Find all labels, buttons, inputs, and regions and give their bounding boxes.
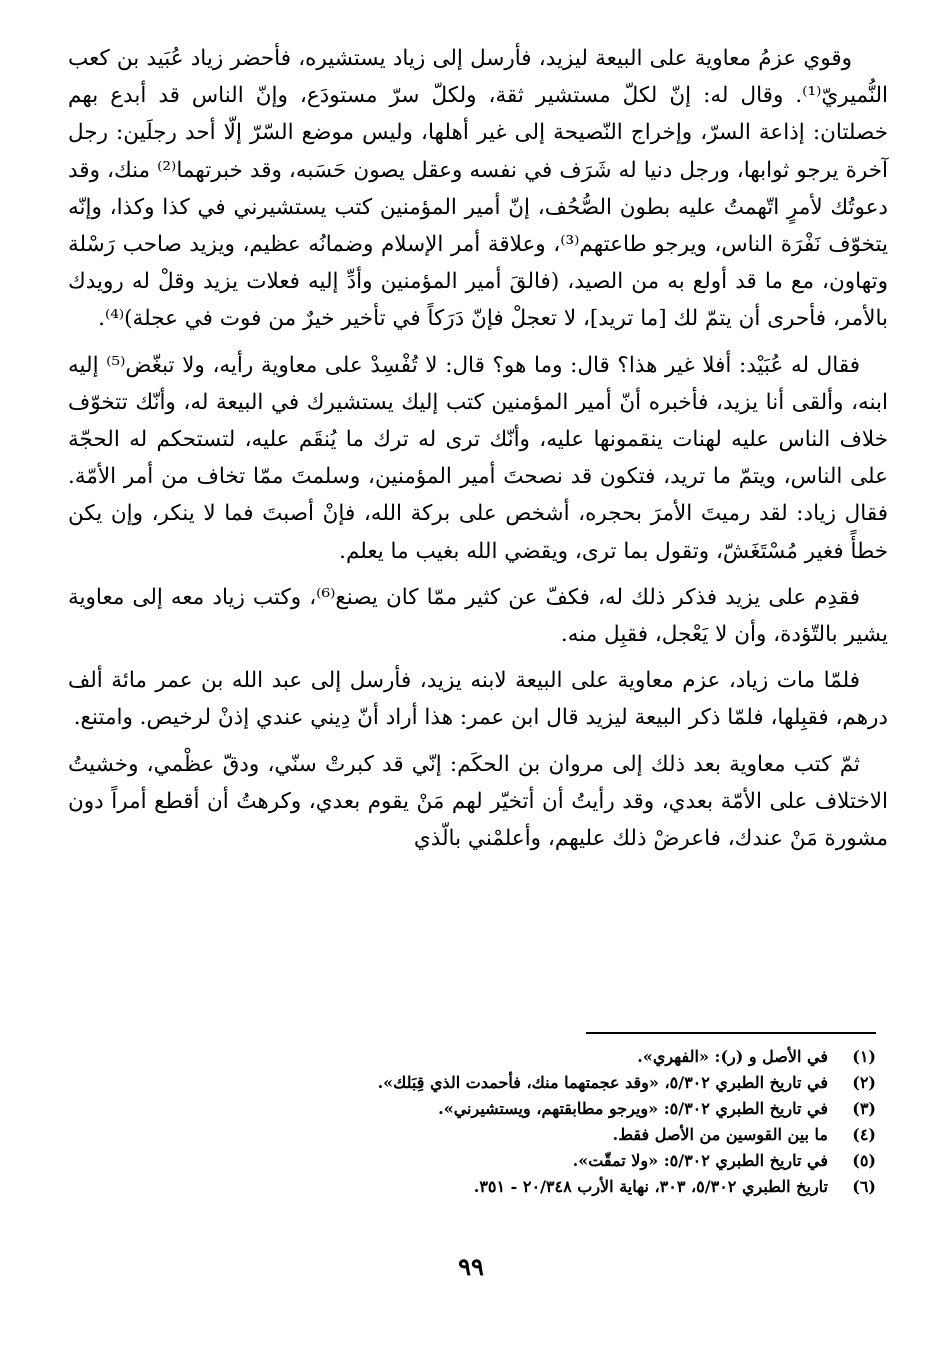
footnote-text: تاريخ الطبري ٥/٣٠٢، ٣٠٣، نهاية الأرب ٢٠/٣٤٨ - ٣٥١. bbox=[473, 1177, 828, 1196]
paragraph-5: ثمّ كتب معاوية بعد ذلك إلى مروان بن الحكَم: إنّي قد كبرتْ سنّي، ودقّ عظْمي، وخشيتُ الاختلاف على الأمّة بعدي، وقد رأيتُ أن أتخيّر لهم مَنْ يقوم بعدي، وكرهتُ أن أقطع أمراً دون مشورة مَنْ عندك، فاعرضْ ذلك عليهم، وأعلمْني بالّذي bbox=[68, 751, 888, 852]
footnote-6 bbox=[76, 1174, 876, 1200]
footnote-text: في تاريخ الطبري ٥/٣٠٢، «وقد عجمتهما منك، فأحمدت الذي قِبَلك». bbox=[377, 1073, 828, 1092]
footnote-text: في الأصل و (ر): «الفهري». bbox=[637, 1047, 828, 1066]
footnotes-list bbox=[76, 1044, 876, 1200]
page-number: ٩٩ bbox=[458, 1252, 484, 1281]
paragraph-1: وقوي عزمُ معاوية على البيعة ليزيد، فأرسل إلى زياد يستشيره، فأحضر زياد عُبَيد بن كعب النُّميريّ⁽¹⁾. وقال له: إنّ لكلّ مستشير ثقة، ولكلّ سرّ مستودَع، وإنّ الناس قد أبدع بهم خصلتان: إذاعة السرّ، وإخراج النّصيحة إلى غير أهلها، وليس موضع السّرّ إلّا أحد رجلَين: رجل آخرة يرجو ثوابها، ورجل دنيا له شَرَف في نفسه وعقل يصون حَسَبه، وقد خبرتهما⁽²⁾ منك، وقد دعوتُك لأمرٍ اتّهمتُ عليه بطون الصُّحُف، إنّ أمير المؤمنين كتب يستشيرني في كذا وكذا، وإنّه يتخوّف نَفْرَة الناس، ويرجو طاعتهم⁽³⁾، وعلاقة أمر الإسلام وضمانُه عظيم، ويزيد صاحب رَسْلة وتهاون، مع ما قد أولع به من الصيد، (فالقَ أمير المؤمنين وأدِّ إليه فعلات يزيد وقلْ له رويدك بالأمر، فأحرى أن يتمّ لك [ما تريد]، لا تعجلْ فإنّ دَرَكاً في تأخير خيرٌ من فوت في عجلة)⁽⁴⁾. bbox=[68, 46, 889, 332]
footnote-text: ما بين القوسين من الأصل فقط. bbox=[612, 1125, 828, 1144]
paragraph-4: فلمّا مات زياد، عزم معاوية على البيعة لابنه يزيد، فأرسل إلى عبد الله بن عمر مائة ألف درهم، فقبِلها، فلمّا ذكر البيعة ليزيد قال ابن عمر: هذا أراد أنّ دِيني عندي إذنْ لرخيص. وامتنع. bbox=[68, 668, 888, 731]
paragraph-3: فقدِم على يزيد فذكر ذلك له، فكفّ عن كثير ممّا كان يصنع⁽⁶⁾، وكتب زياد معه إلى معاوية يشير بالتّؤدة، وأن لا يَعْجل، فقبِل منه. bbox=[68, 584, 888, 648]
footnote-2 bbox=[76, 1070, 876, 1096]
footnote-number: (٣) bbox=[852, 1099, 876, 1118]
footnote-divider bbox=[586, 1032, 876, 1034]
footnote-text: في تاريخ الطبري ٥/٣٠٢: «ولا تمقّت». bbox=[572, 1151, 828, 1170]
footnote-1 bbox=[76, 1044, 876, 1070]
paragraph-2: فقال له عُبَيْد: أفلا غير هذا؟ قال: وما هو؟ قال: لا تُفْسِدْ على معاوية رأيه، ولا تبغّض⁽⁵⁾ إليه ابنه، وألقى أنا يزيد، فأخبره أنّ أمير المؤمنين كتب إليك يستشيرك في البيعة له، وأنّك تتخوّف خلاف الناس عليه لهنات ينقمونها عليه، وأنّك ترى له ترك ما يُنقَم عليه، لتستحكم له الحجّة على الناس، ويتمّ ما تريد، فتكون قد نصحتَ أمير المؤمنين، وسلمتَ ممّا تخاف من أمر الأمّة. فقال زياد: لقد رميتَ الأمرَ بحجره، أشخص على بركة الله، فإنْ أصبتَ فما لا ينكر، وإن يكن خطأً فغير مُسْتَغَشّ، وتقول بما ترى، ويقضي الله بغيب ما يعلم. bbox=[68, 352, 888, 564]
footnote-number: (١) bbox=[852, 1047, 876, 1066]
footnote-5 bbox=[76, 1148, 876, 1174]
footnote-number: (٢) bbox=[852, 1073, 876, 1092]
footnote-number: (٦) bbox=[852, 1177, 876, 1196]
footnote-4 bbox=[76, 1122, 876, 1148]
main-text bbox=[68, 40, 888, 857]
footnote-number: (٥) bbox=[852, 1151, 876, 1170]
footnote-number: (٤) bbox=[852, 1125, 876, 1144]
footnote-3 bbox=[76, 1096, 876, 1122]
footnote-text: في تاريخ الطبري ٥/٣٠٢: «ويرجو مطابقتهم، ويستشيرني». bbox=[438, 1099, 828, 1118]
